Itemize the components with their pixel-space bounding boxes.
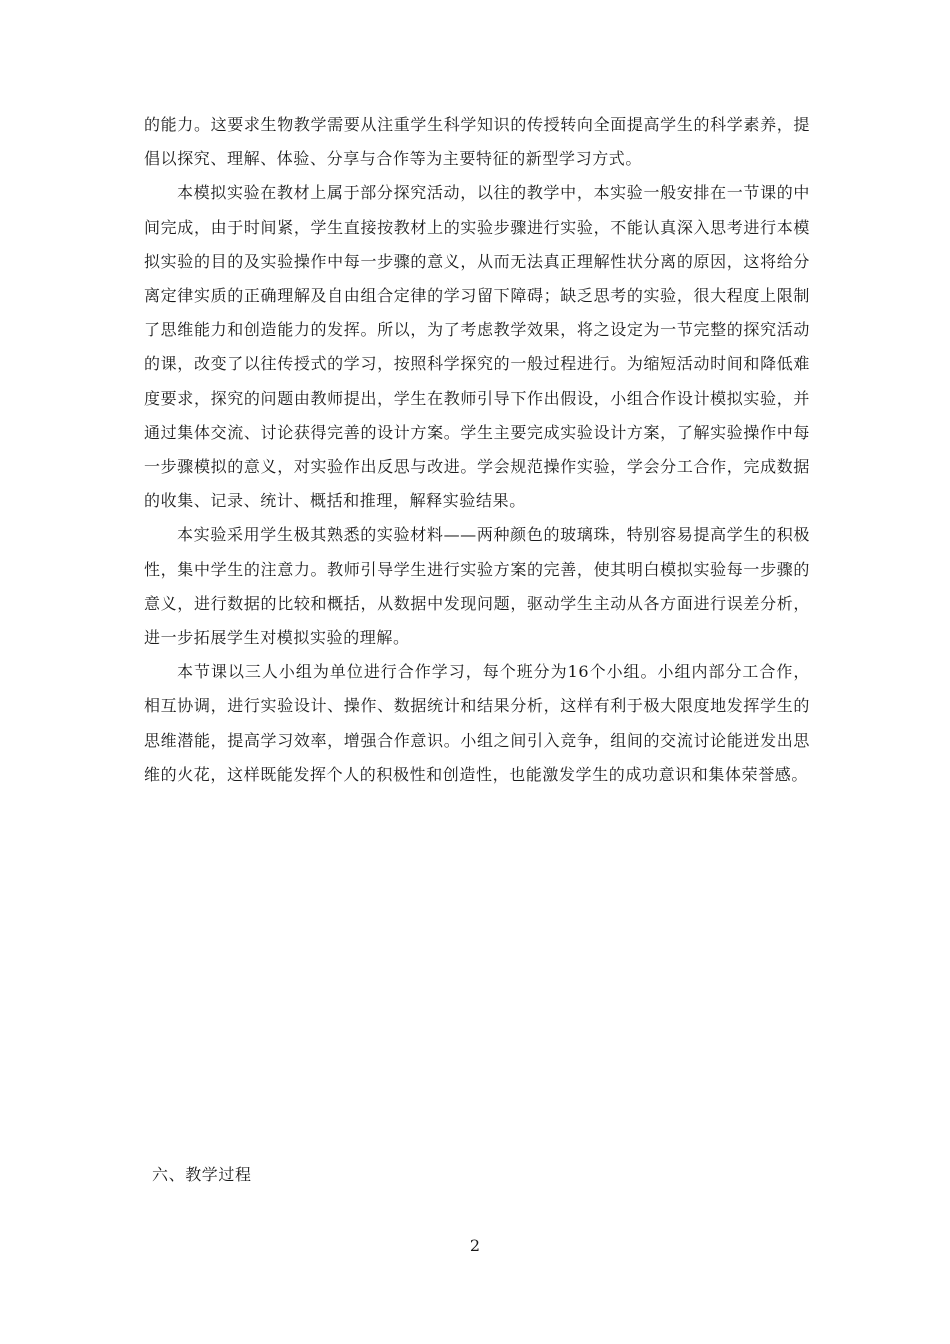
page-number: 2 xyxy=(469,1236,481,1255)
paragraph-simulation-experiment: 本模拟实验在教材上属于部分探究活动，以往的教学中，本实验一般安排在一节课的中间完成，由于时间紧，学生直接按教材上的实验步骤进行实验，不能认真深入思考进行本模拟实验的目的及实验操作中每一步骤的意义，从而无法真正理解性状分离的原因，这将给分离定律实质的正确理解及自由组合定律的学习留下障碍；缺乏思考的实验，很大程度上限制了思维能力和创造能力的发挥。所以，为了考虑教学效果，将之设定为一节完整的探究活动的课，改变了以往传授式的学习，按照科学探究的一般过程进行。为缩短活动时间和降低难度要求，探究的问题由教师提出，学生在教师引导下作出假设，小组合作设计模拟实验，并通过集体交流、讨论获得完善的设计方案。学生主要完成实验设计方案，了解实验操作中每一步骤模拟的意义，对实验作出反思与改进。学会规范操作实验，学会分工合作，完成数据的收集、记录、统计、概括和推理，解释实验结果。 xyxy=(144,183,810,511)
body-text xyxy=(144,108,810,792)
paragraph-experiment-materials: 本实验采用学生极其熟悉的实验材料——两种颜色的玻璃珠，特别容易提高学生的积极性，集中学生的注意力。教师引导学生进行实验方案的完善，使其明白模拟实验每一步骤的意义，进行数据的比较和概括，从数据中发现问题，驱动学生主动从各方面进行误差分析，进一步拓展学生对模拟实验的理解。 xyxy=(144,525,810,648)
section-heading: 六、教学过程 xyxy=(152,1165,252,1184)
paragraph-continued: 的能力。这要求生物教学需要从注重学生科学知识的传授转向全面提高学生的科学素养，提倡以探究、理解、体验、分享与合作等为主要特征的新型学习方式。 xyxy=(144,115,810,169)
paragraph-group-learning: 本节课以三人小组为单位进行合作学习，每个班分为16个小组。小组内部分工合作，相互协调，进行实验设计、操作、数据统计和结果分析，这样有利于极大限度地发挥学生的思维潜能，提高学习效率，增强合作意识。小组之间引入竞争，组间的交流讨论能迸发出思维的火花，这样既能发挥个人的积极性和创造性，也能激发学生的成功意识和集体荣誉感。 xyxy=(144,662,810,784)
